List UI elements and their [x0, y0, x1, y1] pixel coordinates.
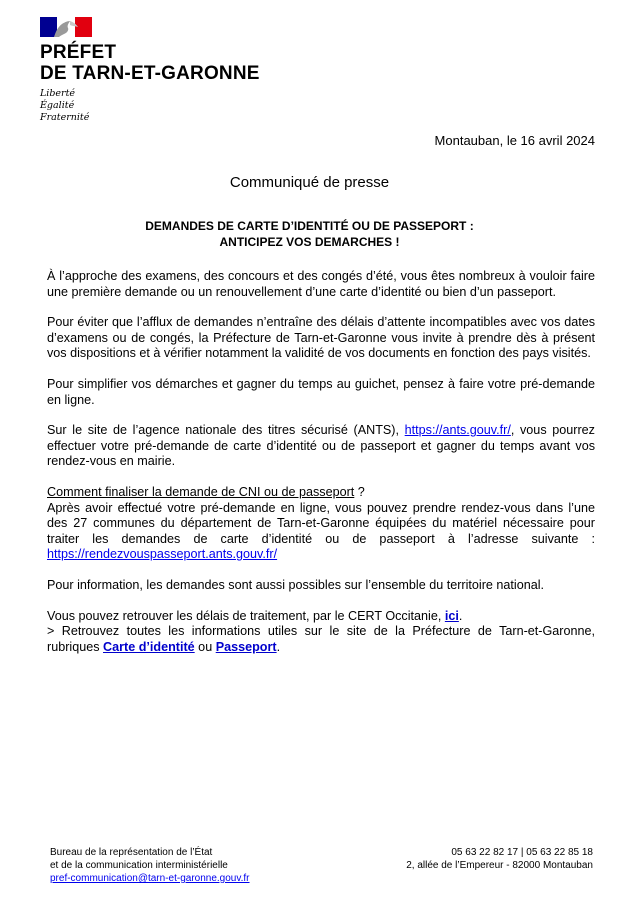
- footer-address: 2, allée de l’Empereur - 82000 Montauban: [406, 860, 593, 871]
- paragraph-advice: Pour éviter que l’afflux de demandes n’entraîne des délais d’attente incompatibles avec vos dates d’examens ou de congés, la Préfecture de Tarn-et-Garonne vous invite à prendre dès à présent vos dispositions et à vérifier notamment la validité de vos documents en fonction des pays visités.: [47, 315, 595, 361]
- prefecture-name-line2: DE TARN-ET-GARONNE: [40, 63, 260, 84]
- delays-after: .: [458, 608, 463, 623]
- motto-fraternite: Fraternité: [40, 112, 90, 123]
- paragraph-national: Pour information, les demandes sont aussi possibles sur l’ensemble du territoire national.: [47, 577, 545, 592]
- finalize-text: Après avoir effectué votre pré-demande en ligne, vous pouvez prendre rendez-vous dans l’une des 27 communes du département de Tarn-et-Garonne équipées du matériel nécessaire pour traiter les demandes de carte d’identité ou de passeport à l’adresse suivante :: [47, 500, 595, 546]
- paragraph-simplify: Pour simplifier vos démarches et gagner du temps au guichet, pensez à faire votre pré-demande en ligne.: [47, 376, 595, 407]
- ants-text-before: Sur le site de l’agence nationale des titres sécurisé (ANTS),: [47, 423, 405, 438]
- info-text: > Retrouvez toutes les informations utiles sur le site de la Préfecture de Tarn-et-Garonne, rubriques: [47, 624, 595, 654]
- delays-text: Vous pouvez retrouver les délais de traitement, par le CERT Occitanie,: [47, 608, 445, 623]
- cert-ici-link[interactable]: ici: [444, 608, 459, 623]
- motto-liberte: Liberté: [40, 88, 76, 99]
- paragraph-ants: [47, 423, 595, 470]
- paragraph-delays: [47, 609, 595, 656]
- prefecture-name: [40, 42, 260, 84]
- finalize-heading-after: ?: [354, 484, 365, 499]
- prefecture-name-line1: PRÉFET: [40, 42, 117, 63]
- finalize-heading: Comment finaliser la demande de CNI ou de passeport: [47, 484, 355, 499]
- footer-contact-left: [50, 846, 250, 885]
- footer-phones: 05 63 22 82 17 | 05 63 22 85 18: [451, 847, 593, 858]
- info-mid: ou: [194, 639, 216, 654]
- info-after: .: [276, 639, 281, 654]
- rendezvous-link[interactable]: https://rendezvouspasseport.ants.gouv.fr/: [47, 547, 278, 562]
- motto-egalite: Égalité: [40, 100, 75, 111]
- document-body: [47, 269, 595, 670]
- footer-email-link[interactable]: pref-communication@tarn-et-garonne.gouv.fr: [50, 873, 250, 884]
- marianne-flag-icon: [40, 17, 92, 37]
- document-type: Communiqué de presse: [229, 174, 390, 191]
- republic-motto: [40, 88, 89, 124]
- document-date: Montauban, le 16 avril 2024: [434, 133, 595, 148]
- footer-contact-right: [406, 846, 593, 872]
- carte-identite-link[interactable]: Carte d’identité: [103, 639, 195, 654]
- ants-text-after: , vous pourrez effectuer votre pré-demande de carte d’identité ou de passeport et gagner du temps avant vos rendez-vous en mairie.: [47, 423, 595, 469]
- paragraph-finalize: [47, 485, 595, 563]
- marianne-logo: [40, 17, 92, 37]
- headline-line2: ANTICIPEZ VOS DEMARCHES !: [219, 235, 400, 249]
- footer-office-line2: et de la communication interministérielle: [50, 860, 228, 871]
- headline: [0, 218, 619, 250]
- paragraph-intro: À l’approche des examens, des concours et des congés d’été, vous êtes nombreux à vouloir faire une première demande ou un renouvellement d’une carte d’identité ou bien d’un passeport.: [47, 269, 595, 299]
- footer-office-line1: Bureau de la représentation de l’État: [50, 847, 213, 858]
- headline-line1: DEMANDES DE CARTE D’IDENTITÉ OU DE PASSEPORT :: [145, 219, 474, 233]
- passeport-link[interactable]: Passeport: [215, 639, 277, 654]
- ants-link[interactable]: https://ants.gouv.fr/: [404, 423, 511, 438]
